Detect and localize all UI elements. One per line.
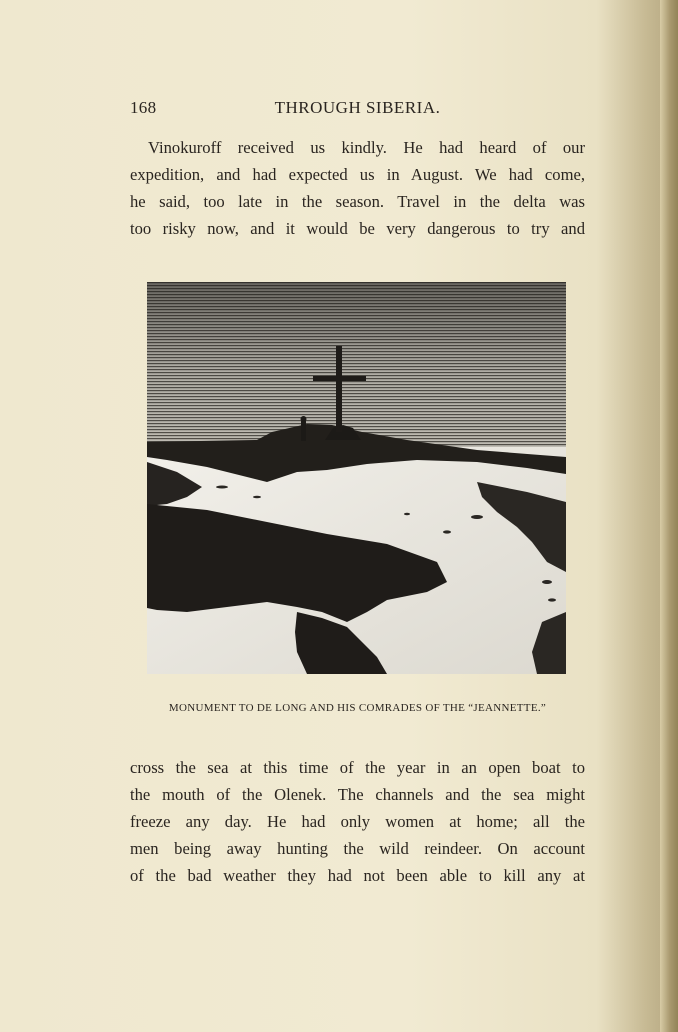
running-head: THROUGH SIBERIA. [274,98,441,117]
text-line: the mouth of the Olenek. The channels and the sea might [130,785,585,804]
page-number: 168 [130,98,157,117]
text-line: too risky now, and it would be very dangerous to try and [130,219,585,238]
monument-photograph [147,282,566,674]
text-line: freeze any day. He had only women at home; all the [130,812,585,831]
text-line: he said, too late in the season. Travel in the delta was [130,192,585,211]
cross-beam [313,376,366,381]
paragraph-bottom [130,754,585,889]
text-line: of the bad weather they had not been able to kill any at [130,866,585,885]
paragraph-top [130,134,585,242]
book-page-edge [660,0,678,1032]
text-line: men being away hunting the wild reindeer. On account [130,839,585,858]
text-line: cross the sea at this time of the year in an open boat to [130,758,585,777]
plate-caption: MONUMENT TO DE LONG AND HIS COMRADES OF THE “JEANNETTE.” [168,702,547,714]
text-line: expedition, and had expected us in August. We had come, [130,165,585,184]
monument-photo-illustration [147,282,566,674]
page-header [130,98,585,122]
standing-figure [301,421,306,441]
cross-upright [336,346,342,432]
text-line: Vinokuroff received us kindly. He had heard of our [148,138,585,157]
